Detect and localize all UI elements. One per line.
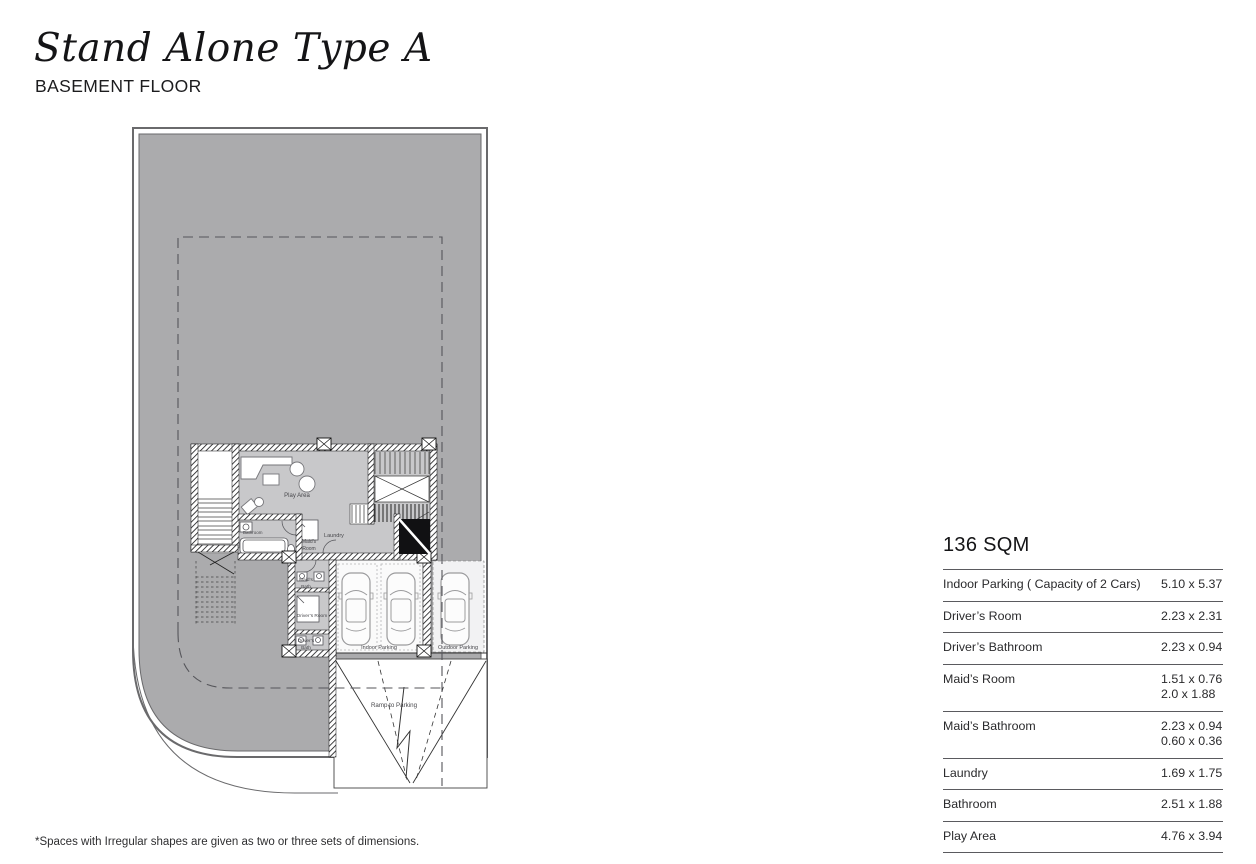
floor-plan-svg — [128, 122, 495, 800]
area-heading: 136 SQM — [943, 534, 1030, 556]
outdoor-parking-area — [433, 561, 484, 652]
floor-plan — [128, 122, 495, 800]
table-row — [943, 822, 1223, 854]
indoor-parking-label: Indoor Parking — [361, 645, 397, 651]
ramp-label: Ramp to Parking — [370, 702, 418, 709]
drivers-bath-label-1: Driver’s — [297, 639, 315, 644]
table-row — [943, 712, 1223, 759]
room-dimensions: 1.51 x 0.76 2.0 x 1.88 — [1161, 671, 1223, 701]
room-name: Play Area — [943, 828, 997, 843]
room-dimensions: 1.69 x 1.75 — [1161, 765, 1223, 780]
room-name: Maid’s Bathroom — [943, 718, 1036, 733]
room-dimensions: 5.10 x 5.37 — [1161, 577, 1223, 591]
dimensions-table — [943, 569, 1223, 853]
maids-room-label-2: Room — [302, 546, 316, 552]
room-name: Indoor Parking ( Capacity of 2 Cars) — [943, 577, 1141, 591]
drivers-room-label: Driver’s Room — [296, 614, 328, 619]
footnote: *Spaces with Irregular shapes are given as two or three sets of dimensions. — [35, 836, 420, 848]
room-name: Driver’s Bathroom — [943, 640, 1043, 654]
room-dimensions: 2.23 x 0.94 — [1161, 640, 1223, 654]
dimensions-table-rows — [943, 570, 1223, 853]
car-icon — [438, 573, 472, 645]
room-name: Bathroom — [943, 797, 997, 811]
car-icon — [339, 573, 373, 645]
table-row — [943, 759, 1223, 791]
maids-room-label-1: Maid’s — [301, 539, 317, 545]
room-dimensions: 2.51 x 1.88 — [1161, 797, 1223, 811]
page-subtitle: BASEMENT FLOOR — [35, 76, 202, 96]
table-row — [943, 570, 1223, 602]
table-row — [943, 790, 1223, 822]
room-name: Driver’s Room — [943, 608, 1022, 623]
room-name: Laundry — [943, 765, 988, 780]
indoor-parking-area — [336, 560, 423, 653]
room-dimensions: 2.23 x 2.31 — [1161, 608, 1223, 623]
play-area-label: Play Area — [284, 493, 310, 499]
ramp-area — [334, 659, 487, 788]
laundry-label: Laundry — [324, 533, 344, 539]
bathroom-label: Bathroom — [243, 530, 263, 535]
table-row — [943, 665, 1223, 712]
maids-bath-label-2: Bath — [301, 585, 311, 590]
table-row — [943, 602, 1223, 634]
drivers-bath-label-2: Bath — [301, 646, 311, 651]
car-icon — [384, 573, 418, 645]
room-dimensions: 2.23 x 0.94 0.60 x 0.36 — [1161, 718, 1223, 748]
table-row — [943, 633, 1223, 665]
elevator — [399, 519, 430, 554]
outdoor-parking-label: Outdoor Parking — [437, 645, 479, 651]
page-title: Stand Alone Type A — [34, 26, 433, 71]
room-name: Maid’s Room — [943, 671, 1016, 686]
maids-bath-label-1: Maid’s — [299, 578, 313, 583]
room-dimensions: 4.76 x 3.94 — [1161, 828, 1223, 843]
